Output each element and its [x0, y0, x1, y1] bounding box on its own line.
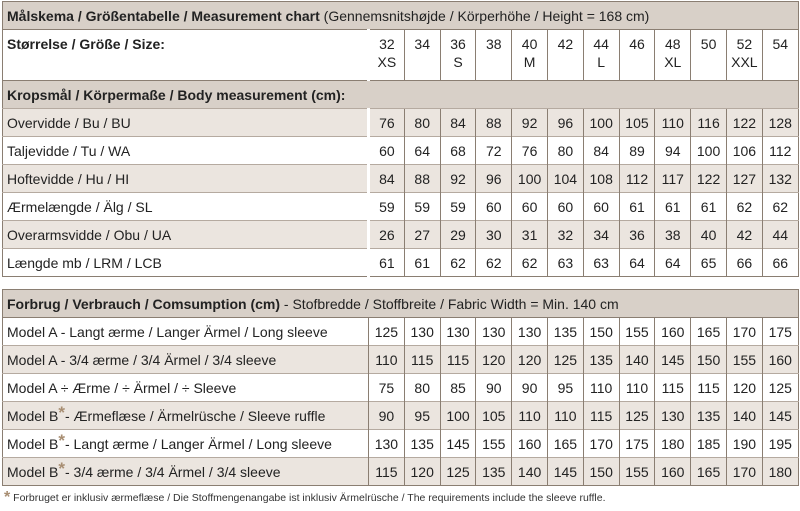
- asterisk-icon: *: [58, 430, 65, 450]
- value-cell: 170: [583, 430, 619, 458]
- value-cell: 120: [476, 346, 512, 374]
- size-number: 44: [593, 36, 609, 52]
- model-label: [3, 318, 369, 346]
- value-cell: 115: [655, 374, 691, 402]
- value-cell: 122: [726, 109, 762, 137]
- value-cell: 89: [619, 137, 655, 165]
- value-cell: 175: [619, 430, 655, 458]
- size-letter: XS: [377, 54, 397, 70]
- value-cell: 140: [619, 346, 655, 374]
- model-description: - 3/4 ærme / 3/4 Ärmel / 3/4 sleeve: [64, 463, 281, 480]
- model-description: - Langt ærme / Langer Ärmel / Long sleeve: [56, 323, 328, 340]
- value-cell: 115: [404, 346, 440, 374]
- value-cell: 104: [547, 165, 583, 193]
- value-cell: 80: [404, 374, 440, 402]
- value-cell: 108: [583, 165, 619, 193]
- size-cell: [404, 30, 440, 81]
- value-cell: 84: [440, 109, 476, 137]
- value-cell: 127: [726, 165, 762, 193]
- row-label: Overvidde / Bu / BU: [3, 109, 369, 137]
- value-cell: 44: [762, 221, 798, 249]
- value-cell: 92: [512, 109, 548, 137]
- value-cell: 175: [762, 318, 798, 346]
- value-cell: 115: [583, 402, 619, 430]
- value-cell: 155: [476, 430, 512, 458]
- value-cell: 62: [726, 193, 762, 221]
- value-cell: 110: [619, 374, 655, 402]
- size-number: 54: [772, 36, 789, 52]
- value-cell: 27: [404, 221, 440, 249]
- model-description: - Ærmeflæse / Ärmelrüsche / Sleeve ruffle: [64, 407, 326, 424]
- model-name: Model A: [7, 323, 57, 340]
- value-cell: 65: [691, 249, 727, 277]
- value-cell: 100: [691, 137, 727, 165]
- value-cell: 60: [547, 193, 583, 221]
- value-cell: 125: [440, 458, 476, 486]
- value-cell: 125: [619, 402, 655, 430]
- value-cell: 66: [762, 249, 798, 277]
- value-cell: 165: [691, 458, 727, 486]
- value-cell: 85: [440, 374, 476, 402]
- table-row: [3, 137, 799, 165]
- value-cell: 160: [512, 430, 548, 458]
- value-cell: 110: [655, 109, 691, 137]
- measurement-title-row: [3, 2, 799, 30]
- model-name: Model B: [7, 435, 59, 452]
- value-cell: 180: [655, 430, 691, 458]
- value-cell: 59: [369, 193, 405, 221]
- value-cell: 130: [476, 318, 512, 346]
- size-cell: [440, 30, 476, 81]
- size-number: 40: [521, 36, 538, 52]
- size-cell: [762, 30, 798, 81]
- value-cell: 170: [726, 318, 762, 346]
- table-row: [3, 109, 799, 137]
- value-cell: 40: [691, 221, 727, 249]
- value-cell: 165: [547, 430, 583, 458]
- row-label: Overarmsvidde / Obu / UA: [3, 221, 369, 249]
- model-label: [3, 374, 369, 402]
- size-cell: [369, 30, 405, 81]
- size-cell: [512, 30, 548, 81]
- value-cell: 31: [512, 221, 548, 249]
- value-cell: 62: [440, 249, 476, 277]
- value-cell: 62: [762, 193, 798, 221]
- value-cell: 100: [440, 402, 476, 430]
- size-number: 34: [414, 36, 430, 52]
- value-cell: 75: [369, 374, 405, 402]
- value-cell: 115: [369, 458, 405, 486]
- value-cell: 96: [547, 109, 583, 137]
- value-cell: 100: [583, 109, 619, 137]
- size-letter: M: [523, 54, 536, 70]
- table-row: [3, 458, 799, 486]
- asterisk-icon: *: [58, 458, 65, 478]
- value-cell: 72: [476, 137, 512, 165]
- footnote-text: Forbruget er inklusiv ærmeflæse / Die Stoffmengenangabe ist inklusiv Ärmelrüsche / The requirements include the sleeve ruffle.: [13, 492, 606, 504]
- row-label: Ærmelængde / Älg / SL: [3, 193, 369, 221]
- value-cell: 64: [619, 249, 655, 277]
- value-cell: 160: [655, 318, 691, 346]
- value-cell: 63: [583, 249, 619, 277]
- measurement-title-note: (Gennemsnitshøjde / Körperhöhe / Height = 168 cm): [323, 7, 650, 24]
- value-cell: 145: [547, 458, 583, 486]
- value-cell: 60: [369, 137, 405, 165]
- value-cell: 106: [726, 137, 762, 165]
- value-cell: 59: [440, 193, 476, 221]
- value-cell: 185: [691, 430, 727, 458]
- value-cell: 90: [476, 374, 512, 402]
- size-number: 32: [379, 36, 395, 52]
- value-cell: 140: [726, 402, 762, 430]
- value-cell: 145: [655, 346, 691, 374]
- size-cell: [655, 30, 691, 81]
- value-cell: 80: [404, 109, 440, 137]
- value-cell: 160: [655, 458, 691, 486]
- model-name: Model B: [7, 407, 59, 424]
- value-cell: 112: [619, 165, 655, 193]
- value-cell: 96: [476, 165, 512, 193]
- value-cell: 115: [691, 374, 727, 402]
- value-cell: 38: [655, 221, 691, 249]
- body-measurement-header: Kropsmål / Körpermaße / Body measurement (cm):: [3, 81, 799, 109]
- table-row: [3, 318, 799, 346]
- row-label: Taljevidde / Tu / WA: [3, 137, 369, 165]
- size-cell: [619, 30, 655, 81]
- table-row: [3, 165, 799, 193]
- size-cell: [726, 30, 762, 81]
- value-cell: 60: [583, 193, 619, 221]
- value-cell: 94: [655, 137, 691, 165]
- value-cell: 76: [369, 109, 405, 137]
- model-description: ÷ Ærme / ÷ Ärmel / ÷ Sleeve: [56, 379, 237, 396]
- value-cell: 100: [512, 165, 548, 193]
- value-cell: 95: [404, 402, 440, 430]
- value-cell: 120: [512, 346, 548, 374]
- value-cell: 110: [512, 402, 548, 430]
- size-cell: [476, 30, 512, 81]
- value-cell: 135: [476, 458, 512, 486]
- value-cell: 140: [512, 458, 548, 486]
- value-cell: 190: [726, 430, 762, 458]
- value-cell: 61: [404, 249, 440, 277]
- size-cell: [583, 30, 619, 81]
- value-cell: 128: [762, 109, 798, 137]
- value-cell: 145: [762, 402, 798, 430]
- value-cell: 130: [404, 318, 440, 346]
- size-number: 42: [557, 36, 574, 52]
- value-cell: 90: [512, 374, 548, 402]
- value-cell: 180: [762, 458, 798, 486]
- size-number: 48: [664, 36, 681, 52]
- value-cell: 117: [655, 165, 691, 193]
- value-cell: 68: [440, 137, 476, 165]
- measurement-chart-table: [2, 1, 799, 277]
- table-row: [3, 193, 799, 221]
- table-row: [3, 346, 799, 374]
- model-label: [3, 346, 369, 374]
- asterisk-icon: *: [58, 402, 65, 422]
- table-row: [3, 430, 799, 458]
- size-cell: [547, 30, 583, 81]
- value-cell: 155: [619, 318, 655, 346]
- table-row: [3, 374, 799, 402]
- value-cell: 120: [726, 374, 762, 402]
- value-cell: 150: [583, 318, 619, 346]
- value-cell: 130: [369, 430, 405, 458]
- value-cell: 132: [762, 165, 798, 193]
- size-number: 50: [700, 36, 717, 52]
- value-cell: 88: [476, 109, 512, 137]
- value-cell: 62: [512, 249, 548, 277]
- value-cell: 135: [691, 402, 727, 430]
- model-name: Model A: [7, 379, 57, 396]
- value-cell: 61: [369, 249, 405, 277]
- value-cell: 120: [404, 458, 440, 486]
- value-cell: 32: [547, 221, 583, 249]
- size-letter: S: [453, 54, 463, 70]
- size-number: 52: [736, 36, 753, 52]
- value-cell: 135: [583, 346, 619, 374]
- model-label: [3, 458, 369, 486]
- value-cell: 105: [476, 402, 512, 430]
- consumption-title: [3, 290, 799, 318]
- size-cell: [691, 30, 727, 81]
- footnote-asterisk: *: [4, 489, 11, 507]
- value-cell: 92: [440, 165, 476, 193]
- value-cell: 95: [547, 374, 583, 402]
- row-label: Længde mb / LRM / LCB: [3, 249, 369, 277]
- model-name: Model A: [7, 351, 57, 368]
- value-cell: 195: [762, 430, 798, 458]
- value-cell: 34: [583, 221, 619, 249]
- value-cell: 59: [404, 193, 440, 221]
- value-cell: 110: [547, 402, 583, 430]
- size-letter: XXL: [731, 54, 758, 70]
- size-letter: XL: [664, 54, 682, 70]
- size-header-row: [3, 30, 799, 81]
- table-row: [3, 249, 799, 277]
- value-cell: 42: [726, 221, 762, 249]
- consumption-title-row: [3, 290, 799, 318]
- value-cell: 135: [547, 318, 583, 346]
- value-cell: 84: [583, 137, 619, 165]
- value-cell: 26: [369, 221, 405, 249]
- model-name: Model B: [7, 463, 59, 480]
- value-cell: 62: [476, 249, 512, 277]
- value-cell: 122: [691, 165, 727, 193]
- value-cell: 125: [547, 346, 583, 374]
- size-number: 38: [486, 36, 502, 52]
- value-cell: 130: [655, 402, 691, 430]
- value-cell: 80: [547, 137, 583, 165]
- row-label: Hoftevidde / Hu / HI: [3, 165, 369, 193]
- size-number: 36: [450, 36, 466, 52]
- value-cell: 112: [762, 137, 798, 165]
- measurement-title-bold: Målskema / Größentabelle / Measurement chart: [7, 7, 320, 24]
- model-description: - Langt ærme / Langer Ärmel / Long sleeve: [64, 435, 332, 452]
- body-measurement-header-row: [3, 81, 799, 109]
- table-row: [3, 402, 799, 430]
- consumption-title-note: - Stofbredde / Stoffbreite / Fabric Width = Min. 140 cm: [283, 295, 619, 312]
- value-cell: 60: [512, 193, 548, 221]
- size-label: Størrelse / Größe / Size:: [3, 30, 369, 81]
- value-cell: 125: [762, 374, 798, 402]
- value-cell: 64: [404, 137, 440, 165]
- value-cell: 36: [619, 221, 655, 249]
- value-cell: 170: [726, 458, 762, 486]
- model-label: [3, 402, 369, 430]
- size-letter: L: [597, 54, 606, 70]
- value-cell: 160: [762, 346, 798, 374]
- value-cell: 125: [369, 318, 405, 346]
- value-cell: 110: [369, 346, 405, 374]
- model-description: - 3/4 ærme / 3/4 Ärmel / 3/4 sleeve: [56, 351, 277, 368]
- value-cell: 135: [404, 430, 440, 458]
- value-cell: 61: [655, 193, 691, 221]
- value-cell: 110: [583, 374, 619, 402]
- value-cell: 29: [440, 221, 476, 249]
- value-cell: 66: [726, 249, 762, 277]
- consumption-chart-table: [2, 289, 799, 486]
- consumption-title-bold: Forbrug / Verbrauch / Comsumption (cm): [7, 295, 281, 312]
- value-cell: 150: [583, 458, 619, 486]
- model-label: [3, 430, 369, 458]
- value-cell: 105: [619, 109, 655, 137]
- value-cell: 76: [512, 137, 548, 165]
- value-cell: 145: [440, 430, 476, 458]
- value-cell: 60: [476, 193, 512, 221]
- value-cell: 90: [369, 402, 405, 430]
- value-cell: 130: [512, 318, 548, 346]
- measurement-title: [3, 2, 799, 30]
- value-cell: 61: [619, 193, 655, 221]
- table-row: [3, 221, 799, 249]
- value-cell: 115: [440, 346, 476, 374]
- value-cell: 64: [655, 249, 691, 277]
- value-cell: 84: [369, 165, 405, 193]
- value-cell: 155: [726, 346, 762, 374]
- value-cell: 150: [691, 346, 727, 374]
- value-cell: 165: [691, 318, 727, 346]
- value-cell: 155: [619, 458, 655, 486]
- value-cell: 61: [691, 193, 727, 221]
- value-cell: 130: [440, 318, 476, 346]
- value-cell: 116: [691, 109, 727, 137]
- footnote: [4, 489, 606, 507]
- value-cell: 30: [476, 221, 512, 249]
- value-cell: 88: [404, 165, 440, 193]
- size-number: 46: [629, 36, 645, 52]
- value-cell: 63: [547, 249, 583, 277]
